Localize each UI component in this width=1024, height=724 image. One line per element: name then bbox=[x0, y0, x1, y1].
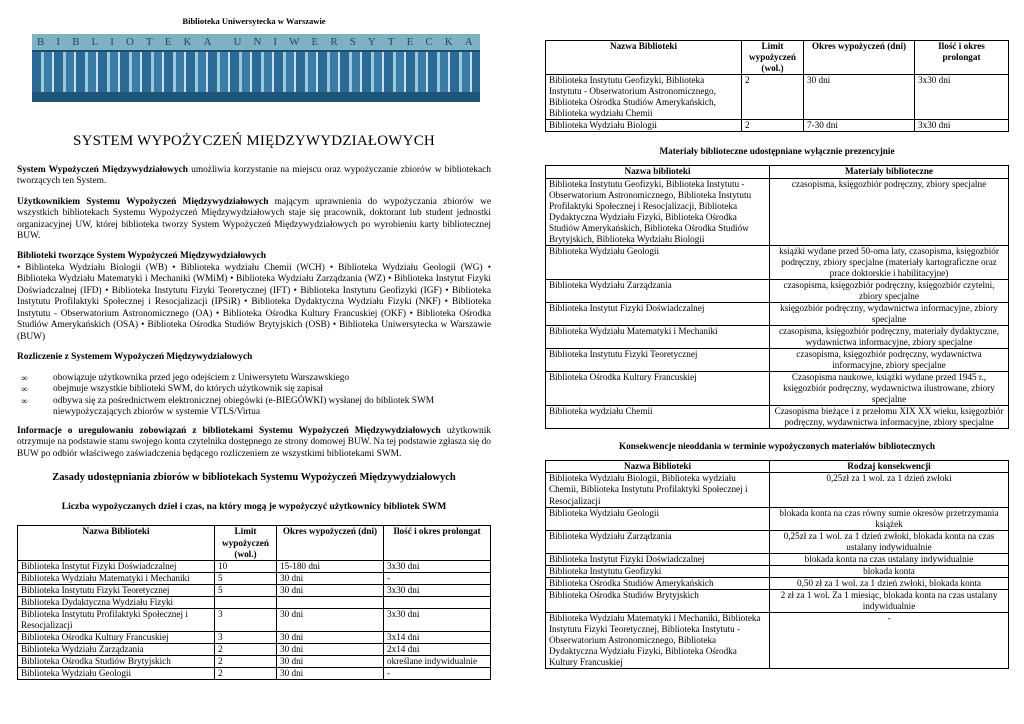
limits-heading: Liczba wypożyczanych dzieł i czas, na który mogą je wypożyczyć użytkownicy bibliotek SWM bbox=[61, 500, 447, 512]
table-cell: czasopisma, księgozbiór podręczny, zbiory specjalne bbox=[770, 178, 1009, 245]
banner-frieze bbox=[32, 34, 480, 52]
table-cell: blokada konta bbox=[770, 565, 1009, 577]
presence-table bbox=[545, 165, 1009, 429]
table-row bbox=[18, 631, 491, 643]
table-cell: Biblioteka Instytut Fizyki Doświadczalnej bbox=[546, 302, 770, 325]
table-row bbox=[546, 245, 1009, 279]
column-header: Limit wypożyczeń (wol.) bbox=[215, 526, 277, 560]
table-cell: określane indywidualnie bbox=[384, 655, 491, 667]
right-column bbox=[545, 0, 1009, 669]
table-row bbox=[18, 596, 491, 608]
table-cell: Biblioteka Wydziału Matematyki i Mechaniki, Biblioteka Instytutu Fizyki Teoretycznej, Biblioteka Instytutu - Obserwatorium Astronomicznego, Biblioteka Dydaktyczna Wydziału Fizyki, Biblioteka Ośrodka Kultury Francuskiej bbox=[546, 612, 770, 668]
table-cell: Biblioteka Wydziału Biologii bbox=[546, 120, 742, 132]
table-row bbox=[546, 372, 1009, 406]
consequences-table bbox=[545, 460, 1009, 669]
column-header: Rodzaj konsekwencji bbox=[770, 461, 1009, 473]
table-row bbox=[546, 279, 1009, 302]
consequences-heading: Konsekwencje nieoddania w terminie wypożyczonych materiałów bibliotecznych bbox=[619, 441, 935, 452]
library-banner-image bbox=[32, 34, 480, 102]
table-cell: blokada konta na czas ustalany indywidualnie bbox=[770, 553, 1009, 565]
table-cell: Biblioteka Instytutu Fizyki Teoretycznej bbox=[546, 348, 770, 371]
table-cell: Biblioteka Instytut Fizyki Doświadczalnej bbox=[546, 553, 770, 565]
table-cell: 3 bbox=[215, 608, 277, 631]
table-cell: książki wydane przed 50-oma laty, czasopisma, księgozbiór podręczny, zbiory specjalne (materiały kartograficzne oraz prace doktorskie i habilitacyjne) bbox=[770, 245, 1009, 279]
table-cell: Biblioteka wydziału Chemii bbox=[546, 406, 770, 429]
banner-letter: A bbox=[203, 35, 214, 48]
table-cell: 2 bbox=[742, 75, 804, 120]
table-cell: 3x30 dni bbox=[915, 75, 1009, 120]
table-cell: 2 bbox=[215, 655, 277, 667]
table-cell: 30 dni bbox=[277, 667, 384, 679]
table-cell: 3x30 dni bbox=[384, 560, 491, 572]
banner-letter: E bbox=[406, 35, 416, 48]
settlement-heading: Rozliczenie z Systemem Wypożyczeń Międzywydziałowych bbox=[17, 352, 253, 363]
banner-letter: E bbox=[164, 35, 174, 48]
table-cell bbox=[277, 596, 384, 608]
table-cell: Biblioteka Wydziału Biologii, Biblioteka wydziału Chemii, Biblioteka Instytutu Profilaktyki Społecznej i Resocjalizacji bbox=[546, 473, 770, 507]
libraries-list: • Biblioteka Wydziału Biologii (WB) • Biblioteka wydziału Chemii (WCH) • Biblioteka Wydziału Geologii (WG) • Biblioteka Wydziału Matematyki i Mechaniki (WMiM) • Biblioteka Wydziału Zarządzania (WZ) • Biblioteka Instytut Fizyki Doświadczalnej (IFD) • Biblioteka Instytutu Fizyki Teoretycznej (IFT) • Biblioteka Instytutu Geofizyki (IGF) • Biblioteka Instytutu Profilaktyki Społecznej i Resocjalizacji (IPSiR) • Biblioteka Dydaktyczna Wydziału Fizyki (NKF) • Biblioteka Instytutu - Obserwatorium Astronomicznego (OA) • Biblioteka Ośrodka Kultury Francuskiej (OKF) • Biblioteka Ośrodka Studiów Amerykańskich (OSA) • Biblioteka Ośrodka Studiów Brytyjskich (OSB) • Biblioteka Uniwersytecka w Warszawie (BUW) bbox=[17, 262, 491, 342]
institution-header: Biblioteka Uniwersytecka w Warszawie bbox=[182, 16, 326, 26]
table-cell: 30 dni bbox=[277, 631, 384, 643]
table-cell: 0,25zł za 1 wol. za 1 dzień zwłoki, blokada konta na czas ustalany indywidualnie bbox=[770, 530, 1009, 553]
column-header: Materiały biblioteczne bbox=[770, 166, 1009, 178]
table-row bbox=[546, 473, 1009, 507]
banner-letter: U bbox=[233, 35, 244, 48]
banner-letter: R bbox=[330, 35, 340, 48]
banner-letter: I bbox=[56, 35, 63, 48]
table-cell: Biblioteka Instytutu Profilaktyki Społecznej i Resocjalizacji bbox=[18, 608, 215, 631]
intro-paragraph-1: System Wypożyczeń Międzywydziałowych umożliwia korzystanie na miejscu oraz wypożyczanie zbiorów w bibliotekach tworzących ten System. bbox=[17, 164, 491, 187]
table-row bbox=[546, 612, 1009, 668]
table-row bbox=[18, 667, 491, 679]
table-cell: 30 dni bbox=[277, 643, 384, 655]
table-cell bbox=[384, 596, 491, 608]
table-cell bbox=[215, 596, 277, 608]
table-row bbox=[546, 178, 1009, 245]
table-row bbox=[18, 643, 491, 655]
table-row bbox=[546, 577, 1009, 589]
table-cell: 3 bbox=[215, 631, 277, 643]
intro-paragraph-2: Użytkownikiem Systemu Wypożyczeń Międzywydziałowych mającym uprawnienia do wypożyczania zbiorów we wszystkich bibliotekach Systemu Wypożyczeń Międzywydziałowych staje się pracownik, doktorant lub student jednostki organizacyjnej UW, której biblioteka tworzy System Wypożyczeń Międzywydziałowych po wyrobieniu karty bibliotecznej BUW. bbox=[17, 196, 492, 241]
list-item: ∞ odbywa się za pośrednictwem elektronicznej obiegówki (e-BIEGÓWKI) wysłanej do bibliotek SWM niewypożyczających zbiorów w systemie VTLS/Virtua bbox=[17, 396, 491, 419]
left-column bbox=[17, 0, 491, 680]
table-row bbox=[546, 75, 1009, 120]
table-row bbox=[18, 584, 491, 596]
column-header: Nazwa biblioteki bbox=[546, 166, 770, 178]
libraries-heading: Biblioteki tworzące System Wypożyczeń Międzywydziałowych bbox=[17, 251, 266, 262]
table-cell: 15-180 dni bbox=[277, 560, 384, 572]
table-row bbox=[546, 120, 1009, 132]
table-row bbox=[546, 325, 1009, 348]
table-cell: Biblioteka Instytutu Fizyki Teoretycznej bbox=[18, 584, 215, 596]
table-cell: Biblioteka Ośrodka Kultury Francuskiej bbox=[18, 631, 215, 643]
column-header: Ilość i okres prolongat bbox=[915, 41, 1009, 75]
table-cell: Biblioteka Wydziału Matematyki i Mechaniki bbox=[18, 572, 215, 584]
settlement-info: Informacje o uregulowaniu zobowiązań z bibliotekami Systemu Wypożyczeń Międzywydziałowych użytkownik otrzymuje na podstawie stanu swojego konta czytelnika dostępnego ze strony domowej BUW. Na tej podstawie zgłasza się do BUW po odbiór właściwego zaświadczenia będącego rozliczeniem ze wszystkimi bibliotekami SWM. bbox=[17, 425, 491, 459]
table-cell: 3x30 dni bbox=[384, 608, 491, 631]
table-cell: 30 dni bbox=[277, 584, 384, 596]
table-cell: 5 bbox=[215, 572, 277, 584]
table-cell: 3x14 dni bbox=[384, 631, 491, 643]
table-cell: Biblioteka Ośrodka Studiów Amerykańskich bbox=[546, 577, 770, 589]
table-row bbox=[546, 530, 1009, 553]
table-cell: czasopisma, księgozbiór podręczny, księgozbiór czytelni, zbiory specjalne bbox=[770, 279, 1009, 302]
banner-letter: E bbox=[311, 35, 321, 48]
table-cell: 2 zł za 1 wol. Za 1 miesiąc, blokada konta na czas ustalany indywidualnie bbox=[770, 589, 1009, 612]
column-header: Ilość i okres prolongat bbox=[384, 526, 491, 560]
table-cell: 30 dni bbox=[277, 572, 384, 584]
table-row bbox=[18, 572, 491, 584]
settlement-list bbox=[17, 373, 491, 419]
banner-letter: K bbox=[183, 35, 194, 48]
banner-letter: C bbox=[425, 35, 435, 48]
table-cell: - bbox=[384, 572, 491, 584]
table-cell: Biblioteka Wydziału Zarządzania bbox=[18, 643, 215, 655]
table-cell: 3x30 dni bbox=[384, 584, 491, 596]
banner-letter: O bbox=[125, 35, 136, 48]
table-cell: 30 dni bbox=[277, 655, 384, 667]
table-row bbox=[546, 348, 1009, 371]
table-cell: 5 bbox=[215, 584, 277, 596]
banner-letter: B bbox=[37, 35, 47, 48]
column-header: Nazwa Biblioteki bbox=[546, 461, 770, 473]
table-cell: Biblioteka Wydziału Zarządzania bbox=[546, 279, 770, 302]
table-cell: Biblioteka Instytutu Geofizyki, Biblioteka Instytutu - Obserwatorium Astronomicznego, Biblioteka Ośrodka Studiów Amerykańskich, Biblioteka wydziału Chemii bbox=[546, 75, 742, 120]
table-cell: 2x14 dni bbox=[384, 643, 491, 655]
table-cell: Biblioteka Instytut Fizyki Doświadczalnej bbox=[18, 560, 215, 572]
table-cell: - bbox=[770, 612, 1009, 668]
table-cell: 2 bbox=[215, 667, 277, 679]
table-cell: Biblioteka Dydaktyczna Wydziału Fizyki bbox=[18, 596, 215, 608]
list-item: ∞ obowiązuje użytkownika przed jego odejściem z Uniwersytetu Warszawskiego bbox=[17, 373, 491, 384]
column-header: Nazwa Biblioteki bbox=[18, 526, 215, 560]
table-cell: Biblioteka Instytutu Geofizyki bbox=[546, 565, 770, 577]
banner-letter: T bbox=[145, 35, 155, 48]
table-cell: 10 bbox=[215, 560, 277, 572]
banner-letter: Y bbox=[367, 35, 378, 48]
banner-letter: T bbox=[387, 35, 397, 48]
table-row bbox=[546, 406, 1009, 429]
presence-heading: Materiały biblioteczne udostępniane wyłącznie prezencyjnie bbox=[659, 146, 895, 157]
table-cell: 2 bbox=[215, 643, 277, 655]
table-cell: Biblioteka Ośrodka Kultury Francuskiej bbox=[546, 372, 770, 406]
table-row bbox=[18, 608, 491, 631]
column-header: Limit wypożyczeń (wol.) bbox=[742, 41, 804, 75]
column-header: Nazwa Biblioteki bbox=[546, 41, 742, 75]
table-row bbox=[546, 302, 1009, 325]
banner-letter: A bbox=[464, 35, 475, 48]
table-cell: Biblioteka Wydziału Geologii bbox=[546, 245, 770, 279]
table-cell: 2 bbox=[742, 120, 804, 132]
table-cell: 30 dni bbox=[277, 608, 384, 631]
table-cell: Biblioteka Wydziału Geologii bbox=[546, 507, 770, 530]
table-row bbox=[546, 507, 1009, 530]
table-cell: księgozbiór podręczny, wydawnictwa informacyjne, zbiory specjalne bbox=[770, 302, 1009, 325]
table-cell: Biblioteka Instytutu Geofizyki, Biblioteka Instytutu - Obserwatorium Astronomicznego, Biblioteka Instytutu Profilaktyki Społecznej i Resocjalizacji, Biblioteka Dydaktyczna Wydziału Fizyki, Biblioteka Ośrodka Studiów Amerykańskich, Biblioteka Ośrodka Studiów Brytyjskich, Biblioteka Wydziału Biologii bbox=[546, 178, 770, 245]
table-cell: 3x30 dni bbox=[915, 120, 1009, 132]
banner-letter: K bbox=[444, 35, 455, 48]
table-cell: Biblioteka Wydziału Geologii bbox=[18, 667, 215, 679]
table-cell: 30 dni bbox=[804, 75, 915, 120]
banner-letter: B bbox=[72, 35, 82, 48]
banner-letter: L bbox=[91, 35, 101, 48]
page-title: SYSTEM WYPOŻYCZEŃ MIĘDZYWYDZIAŁOWYCH bbox=[73, 133, 435, 150]
table-row bbox=[546, 553, 1009, 565]
table-cell: blokada konta na czas równy sumie okresów przetrzymania książek bbox=[770, 507, 1009, 530]
rules-heading: Zasady udostępniania zbiorów w bibliotekach Systemu Wypożyczeń Międzywydziałowych bbox=[52, 471, 456, 483]
banner-letter: I bbox=[273, 35, 280, 48]
table-cell: 0,25zł za 1 wol. za 1 dzień zwłoki bbox=[770, 473, 1009, 507]
table-cell: Czasopisma bieżące i z przełomu XIX XX wieku, księgozbiór podręczny, wydawnictwa informacyjne, zbiory specjalne bbox=[770, 406, 1009, 429]
table-row bbox=[18, 560, 491, 572]
column-header: Okres wypożyczeń (dni) bbox=[804, 41, 915, 75]
limits-table bbox=[17, 525, 491, 679]
table-cell: Czasopisma naukowe, książki wydane przed 1945 r., księgozbiór podręczny, wydawnictwa ilustrowane, zbiory specjalne bbox=[770, 372, 1009, 406]
banner-letter: N bbox=[253, 35, 264, 48]
table-cell: 7-30 dni bbox=[804, 120, 915, 132]
list-item: ∞ obejmuje wszystkie biblioteki SWM, do których użytkownik się zapisał bbox=[17, 384, 491, 395]
table-cell: Biblioteka Ośrodka Studiów Brytyjskich bbox=[18, 655, 215, 667]
table-cell: czasopisma, księgozbiór podręczny, wydawnictwa informacyjne, zbiory specjalne bbox=[770, 348, 1009, 371]
column-header: Okres wypożyczeń (dni) bbox=[277, 526, 384, 560]
table-cell: - bbox=[384, 667, 491, 679]
banner-base bbox=[32, 92, 480, 102]
banner-letter: I bbox=[110, 35, 116, 48]
table-row bbox=[546, 589, 1009, 612]
banner-letter: S bbox=[349, 35, 358, 48]
table-row bbox=[546, 565, 1009, 577]
table-cell: Biblioteka Wydziału Zarządzania bbox=[546, 530, 770, 553]
table-cell: czasopisma, księgozbiór podręczny, materiały dydaktyczne, wydawnictwa informacyjne, zbiory specjalne bbox=[770, 325, 1009, 348]
limits-table-continued bbox=[545, 40, 1009, 132]
banner-letter: W bbox=[289, 35, 302, 48]
table-cell: 0,50 zł za 1 wol. za 1 dzień zwłoki, blokada konta bbox=[770, 577, 1009, 589]
table-row bbox=[18, 655, 491, 667]
table-cell: Biblioteka Ośrodka Studiów Brytyjskich bbox=[546, 589, 770, 612]
table-cell: Biblioteka Wydziału Matematyki i Mechaniki bbox=[546, 325, 770, 348]
